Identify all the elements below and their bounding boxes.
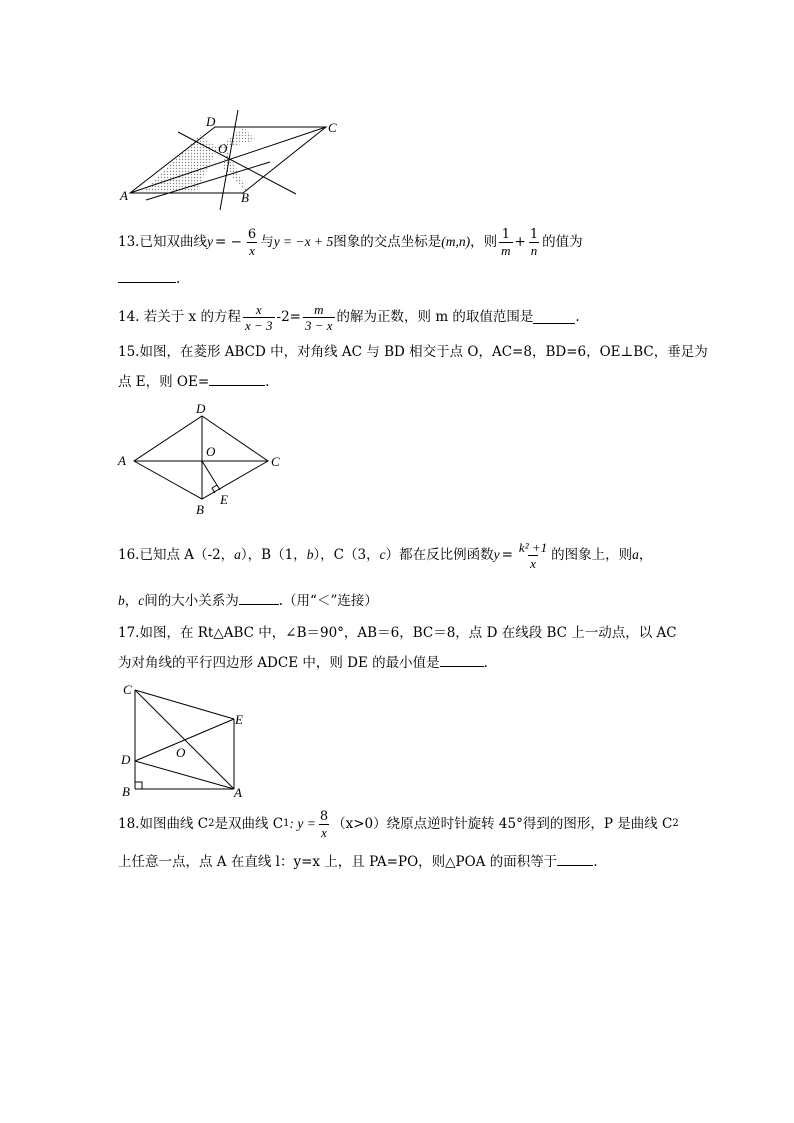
q18-p3: : y = — [289, 816, 316, 831]
q14-f1-den: x − 3 — [244, 317, 273, 333]
q14-lead: 14. 若关于 x 的方程 — [118, 309, 241, 325]
question-13 — [118, 222, 583, 262]
q13-eq1: = − — [214, 234, 242, 250]
question-16-line2 — [118, 592, 378, 610]
q16-c: c — [379, 547, 386, 562]
figure-parallelogram — [118, 110, 348, 215]
question-16-line1 — [118, 533, 652, 577]
q16-f-den: x — [530, 555, 536, 571]
label-B: B — [122, 784, 130, 799]
label-B: B — [196, 502, 204, 517]
q16-p2: ），B（1， — [240, 547, 307, 563]
right-angle-mark — [212, 485, 217, 493]
q16-f-num: k² +1 — [518, 539, 548, 555]
q14-end: . — [575, 309, 580, 325]
label-D: D — [196, 401, 206, 416]
q13-f1-num: 6 — [247, 226, 257, 242]
q16-fraction — [517, 540, 549, 571]
q13-expr2: y = −x + 5 — [273, 234, 334, 249]
q18-f-den: x — [321, 824, 327, 840]
q18-end: . — [593, 854, 598, 870]
q13-tail: 的值为 — [542, 234, 583, 250]
line-through-o-2 — [220, 110, 238, 210]
q13-mid: 与 — [260, 234, 274, 250]
label-A: A — [118, 453, 126, 468]
figure-rhombus — [116, 400, 296, 522]
q18-f-num: 8 — [319, 808, 329, 824]
q14-tail: 的解为正数，则 m 的取值范围是 — [336, 309, 534, 325]
q16-a: a — [234, 547, 241, 562]
q14-answer-blank[interactable] — [533, 311, 575, 324]
question-14 — [118, 297, 580, 337]
q13-f3-num: 1 — [529, 226, 539, 242]
label-O: O — [218, 141, 228, 156]
q18-line2-text: 上任意一点，点 A 在直线 l：y=x 上，且 PA=PO，则△POA 的面积等于 — [118, 854, 558, 870]
q17-answer-blank[interactable] — [440, 654, 484, 667]
q18-p2: 是双曲线 C — [214, 816, 284, 832]
question-17-line1: 17.如图，在 Rt△ABC 中，∠B＝90°，AB＝6，BC＝8，点 D 在线段 BC 上一动点，以 AC — [118, 625, 677, 641]
question-15-line2 — [118, 373, 269, 391]
q16-b: b — [306, 547, 314, 562]
right-angle-mark — [135, 782, 142, 789]
q13-point: (m,n) — [441, 234, 471, 249]
q13-answer-line — [118, 270, 180, 288]
q14-mid: -2= — [276, 309, 301, 325]
q16-p3: ），C（3， — [313, 547, 380, 563]
q16-answer-blank[interactable] — [239, 592, 279, 605]
q16-y: y — [493, 547, 500, 562]
q13-plus: + — [514, 234, 526, 250]
q18-sub-3: 2 — [672, 818, 679, 829]
question-15-line1: 15.如图，在菱形 ABCD 中，对角线 AC 与 BD 相交于点 O，AC=8，BD=6，OE⊥BC，垂足为 — [118, 344, 708, 360]
q16-comma: ， — [638, 547, 653, 563]
q13-f3-den: n — [530, 242, 538, 258]
q16-p4: ）都在反比例函数 — [385, 547, 494, 563]
label-O: O — [176, 745, 186, 760]
label-C: C — [123, 682, 132, 697]
q17-line2-text: 为对角线的平行四边形 ADCE 中，则 DE 的最小值是 — [118, 655, 440, 671]
label-C: C — [271, 454, 280, 469]
question-17-line2 — [118, 654, 488, 672]
label-C: C — [328, 120, 337, 135]
q16-eq: = — [501, 547, 513, 563]
diagonal-ac — [130, 127, 326, 193]
label-B: B — [241, 190, 249, 205]
q13-mid2: 图象的交点坐标是 — [333, 234, 442, 250]
q13-f2-num: 1 — [501, 226, 510, 242]
q15-line2-text: 点 E，则 OE= — [118, 374, 210, 390]
q13-end: . — [176, 271, 181, 287]
q18-p4: （x>0）绕原点逆时针旋转 45°得到的图形，P 是曲线 C — [332, 816, 673, 832]
q16-a2: a — [632, 547, 639, 562]
q18-sub-2: 2 — [208, 818, 215, 829]
q14-fraction-m-over-3-x — [303, 302, 335, 333]
rhombus-outline — [134, 416, 268, 499]
q13-answer-blank[interactable] — [118, 270, 176, 283]
q16-line2-end: .（用“＜”连接） — [278, 593, 378, 609]
q14-f2-num: m — [314, 301, 324, 317]
segment-da — [135, 761, 234, 789]
label-D: D — [121, 752, 131, 767]
q16-line2-sep: ， — [124, 593, 139, 609]
question-18-line2 — [118, 853, 598, 871]
q16-lead: 16.已知点 A（-2， — [118, 547, 235, 563]
q14-f2-den: 3 − x — [304, 317, 333, 333]
q13-fraction-6-over-x — [246, 227, 258, 258]
q13-y1: y — [206, 234, 213, 249]
label-A: A — [234, 785, 242, 800]
label-E: E — [220, 492, 228, 507]
q13-fraction-1-over-m — [499, 227, 512, 258]
q14-fraction-x-over-x-3 — [243, 302, 275, 333]
q13-f2-den: m — [501, 242, 511, 258]
segment-oe — [202, 461, 220, 490]
label-D: D — [206, 114, 216, 129]
question-18-line1 — [118, 804, 679, 844]
q14-f1-num: x — [255, 301, 262, 317]
label-A: A — [120, 188, 128, 203]
q16-line2-c: c — [138, 593, 145, 608]
label-O: O — [206, 444, 216, 459]
q18-answer-blank[interactable] — [557, 853, 593, 866]
label-E: E — [235, 712, 243, 727]
q13-fraction-1-over-n — [528, 227, 540, 258]
figure-right-triangle — [116, 682, 256, 800]
q16-line2-tail: 间的大小关系为 — [144, 593, 239, 609]
q13-f1-den: x — [249, 242, 255, 258]
q15-end: . — [265, 374, 270, 390]
shaded-region-left — [142, 135, 218, 192]
q17-end: . — [483, 655, 488, 671]
q16-line2-b: b — [118, 593, 125, 608]
q16-tail: 的图象上，则 — [551, 547, 633, 563]
q18-fraction-8-over-x — [318, 809, 330, 840]
q18-sub-1: 1 — [283, 818, 290, 829]
q18-lead: 18.如图曲线 C — [118, 816, 209, 832]
q13-mid3: ，则 — [470, 234, 498, 250]
q15-answer-blank[interactable] — [209, 373, 265, 386]
q13-lead: 13.已知双曲线 — [118, 234, 207, 250]
